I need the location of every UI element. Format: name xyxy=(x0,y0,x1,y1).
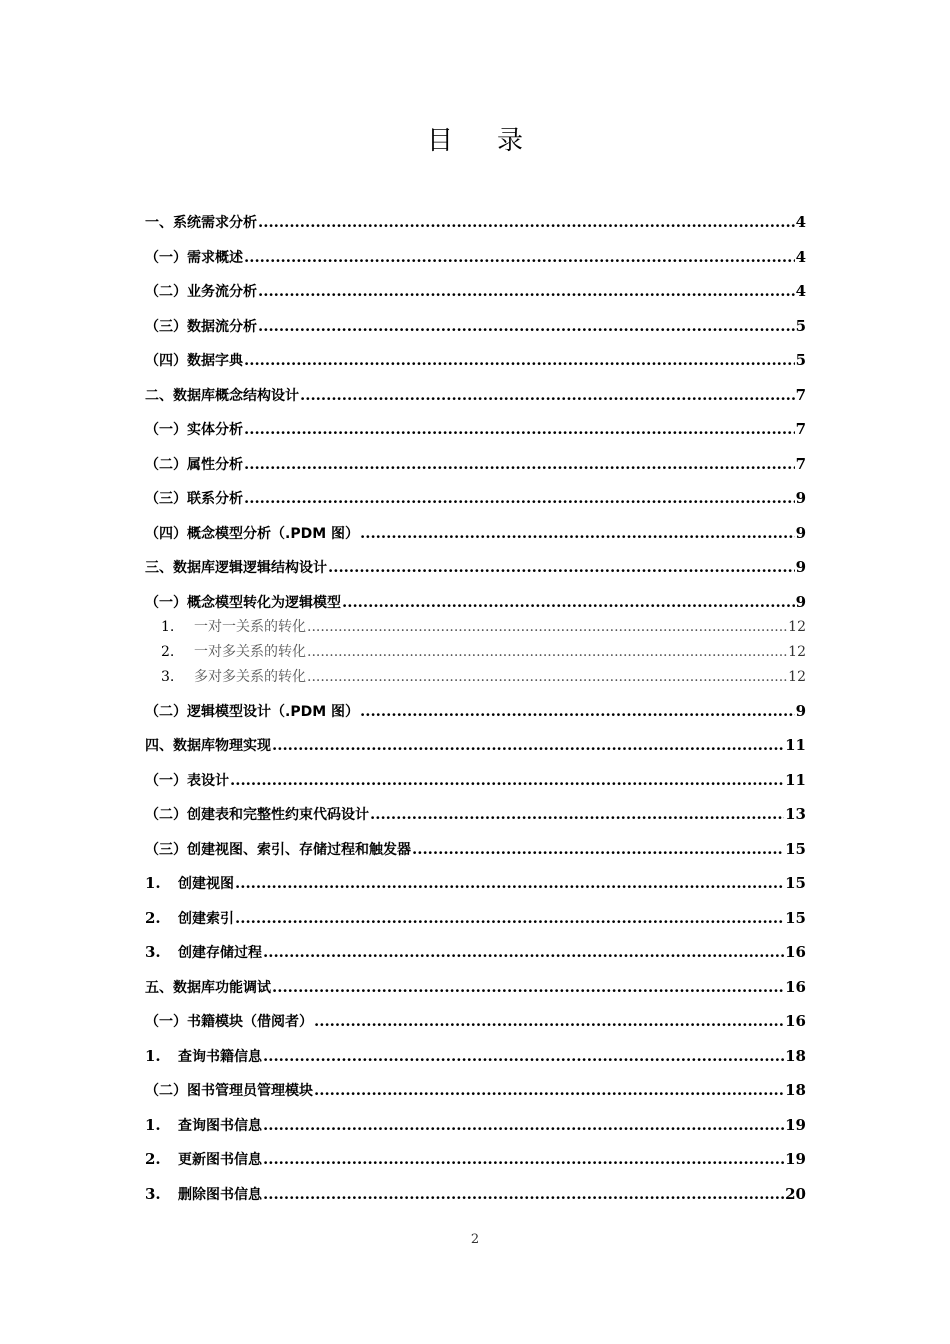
toc-leader-dots xyxy=(263,1182,784,1206)
toc-entry-text: 更新图书信息 xyxy=(178,1152,262,1168)
toc-entry[interactable] xyxy=(145,314,806,338)
toc-entry[interactable] xyxy=(145,210,806,234)
toc-entry-text: 查询图书信息 xyxy=(178,1117,262,1134)
toc-entry[interactable] xyxy=(145,486,806,510)
toc-entry[interactable] xyxy=(145,1182,806,1206)
toc-entry-page: 7 xyxy=(795,454,806,473)
toc-entry-text: （一）概念模型转化为逻辑模型 xyxy=(145,594,341,611)
toc-entry[interactable] xyxy=(145,975,806,999)
toc-title: 目录 xyxy=(426,126,567,156)
toc-leader-dots xyxy=(258,279,795,303)
toc-entry-text: （二）创建表和完整性约束代码设计 xyxy=(145,807,369,823)
toc-subentry[interactable] xyxy=(161,615,806,639)
toc-leader-dots xyxy=(370,802,784,826)
toc-entry-page: 7 xyxy=(795,385,806,404)
toc-leader-dots xyxy=(342,590,795,614)
toc-entry-page: 9 xyxy=(795,701,806,720)
toc-leader-dots xyxy=(272,975,784,999)
toc-entry-page: 9 xyxy=(795,489,806,507)
toc-entry[interactable] xyxy=(145,452,806,476)
toc-entry-page: 9 xyxy=(795,523,806,542)
toc-entry-text: （三）联系分析 xyxy=(145,491,243,507)
toc-entry-number: 1. xyxy=(145,874,161,892)
toc-leader-dots xyxy=(328,555,795,579)
toc-entry-number: 2. xyxy=(161,643,175,660)
toc-entry-text: 一对一关系的转化 xyxy=(194,618,306,635)
toc-entry[interactable] xyxy=(145,906,806,930)
toc-entry-page: 18 xyxy=(785,1081,806,1099)
toc-entry-text: 查询书籍信息 xyxy=(178,1048,262,1065)
toc-entry[interactable] xyxy=(145,1078,806,1102)
toc-leader-dots xyxy=(314,1009,784,1033)
toc-entry-number: 1. xyxy=(145,1046,161,1065)
toc-entry[interactable] xyxy=(145,1147,806,1171)
toc-leader-dots xyxy=(244,452,795,476)
toc-entry[interactable] xyxy=(145,768,806,792)
toc-entry-text: （四）数据字典 xyxy=(145,353,243,369)
toc-entry-number: 3. xyxy=(161,668,175,685)
toc-entry-text: （一）表设计 xyxy=(145,772,229,789)
toc-entry[interactable] xyxy=(145,521,806,545)
toc-leader-dots xyxy=(263,940,784,964)
toc-entry-page: 18 xyxy=(785,1046,806,1065)
toc-entry-page: 13 xyxy=(785,805,806,823)
toc-entry-text: （二）逻辑模型设计（.PDM 图） xyxy=(145,703,360,720)
toc-entry[interactable] xyxy=(145,940,806,964)
toc-leader-dots xyxy=(244,417,795,441)
toc-leader-dots xyxy=(263,1044,784,1068)
toc-entry-text: 删除图书信息 xyxy=(178,1186,262,1203)
toc-entry-page: 12 xyxy=(788,668,806,685)
toc-entry[interactable] xyxy=(145,871,806,895)
toc-entry-text: （二）图书管理员管理模块 xyxy=(145,1083,313,1099)
toc-entry-text: 二、数据库概念结构设计 xyxy=(145,387,299,404)
toc-entry-text: （一）需求概述 xyxy=(145,249,243,266)
toc-entry-text: 三、数据库逻辑逻辑结构设计 xyxy=(145,560,327,576)
toc-entry-page: 16 xyxy=(785,1012,806,1030)
toc-entry-text: （二）业务流分析 xyxy=(145,284,257,300)
toc-entry-number: 2. xyxy=(145,1150,161,1168)
toc-entry-page: 12 xyxy=(788,618,806,635)
toc-subentry[interactable] xyxy=(161,640,806,664)
toc-entry[interactable] xyxy=(145,837,806,861)
toc-entry[interactable] xyxy=(145,802,806,826)
toc-entry-text: 五、数据库功能调试 xyxy=(145,979,271,996)
toc-leader-dots xyxy=(307,615,787,639)
toc-entry[interactable] xyxy=(145,590,806,614)
toc-entry[interactable] xyxy=(145,1009,806,1033)
toc-entry-text: 创建视图 xyxy=(178,876,234,892)
toc-leader-dots xyxy=(300,383,795,407)
toc-leader-dots xyxy=(244,245,795,269)
toc-subentry[interactable] xyxy=(161,665,806,689)
toc-entry[interactable] xyxy=(145,733,806,757)
toc-entry[interactable] xyxy=(145,699,806,723)
toc-entry[interactable] xyxy=(145,417,806,441)
toc-leader-dots xyxy=(307,665,787,689)
toc-leader-dots xyxy=(230,768,784,792)
toc-entry-page: 19 xyxy=(785,1115,806,1134)
toc-entry[interactable] xyxy=(145,245,806,269)
toc-entry-page: 16 xyxy=(785,977,806,996)
toc-entry-number: 2. xyxy=(145,908,161,927)
toc-entry-text: （三）创建视图、索引、存储过程和触发器 xyxy=(145,841,411,858)
toc-entry-page: 16 xyxy=(785,943,806,961)
toc-leader-dots xyxy=(307,640,787,664)
toc-entry-page: 11 xyxy=(785,736,806,754)
toc-entry-page: 4 xyxy=(795,282,806,300)
toc-entry[interactable] xyxy=(145,1113,806,1137)
toc-leader-dots xyxy=(360,521,795,545)
toc-entry-text: 一、系统需求分析 xyxy=(145,215,257,231)
toc-leader-dots xyxy=(244,486,795,510)
toc-entry-page: 12 xyxy=(788,643,806,660)
toc-entry-page: 9 xyxy=(795,592,806,611)
toc-entry-text: （四）概念模型分析（.PDM 图） xyxy=(145,525,360,542)
toc-entry-page: 15 xyxy=(785,839,806,858)
toc-entry[interactable] xyxy=(145,383,806,407)
toc-entry-text: 四、数据库物理实现 xyxy=(145,738,271,754)
toc-entry-number: 3. xyxy=(145,943,161,961)
toc-entry-text: （二）属性分析 xyxy=(145,456,243,473)
toc-entry-text: 多对多关系的转化 xyxy=(194,668,306,685)
toc-entry-page: 7 xyxy=(795,420,806,438)
toc-entry-page: 4 xyxy=(795,247,806,266)
toc-leader-dots xyxy=(258,210,795,234)
toc-entry-text: （三）数据流分析 xyxy=(145,318,257,335)
toc-entry-text: （一）实体分析 xyxy=(145,422,243,438)
toc-entry-page: 5 xyxy=(795,351,806,369)
toc-leader-dots xyxy=(360,699,795,723)
toc-entry[interactable] xyxy=(145,555,806,579)
toc-leader-dots xyxy=(272,733,784,757)
toc-entry-text: 创建索引 xyxy=(178,910,234,927)
toc-entry-number: 1. xyxy=(145,1115,161,1134)
toc-entry[interactable] xyxy=(145,279,806,303)
toc-entry-number: 1. xyxy=(161,618,175,635)
toc-entry-text: 一对多关系的转化 xyxy=(194,643,306,660)
toc-entry-page: 11 xyxy=(785,770,806,789)
toc-entry-page: 5 xyxy=(795,316,806,335)
toc-entry-page: 19 xyxy=(785,1150,806,1168)
toc-leader-dots xyxy=(235,906,784,930)
toc-entry-page: 15 xyxy=(785,908,806,927)
toc-leader-dots xyxy=(263,1147,784,1171)
toc-leader-dots xyxy=(244,348,795,372)
toc-entry-page: 20 xyxy=(785,1184,806,1203)
toc-leader-dots xyxy=(235,871,784,895)
page-number: 2 xyxy=(470,1232,480,1247)
toc-entry[interactable] xyxy=(145,348,806,372)
toc-entry-text: 创建存储过程 xyxy=(178,945,262,961)
toc-entry-text: （一）书籍模块（借阅者） xyxy=(145,1014,313,1030)
toc-entry-number: 3. xyxy=(145,1184,161,1203)
toc-leader-dots xyxy=(314,1078,784,1102)
toc-entry[interactable] xyxy=(145,1044,806,1068)
toc-entry-page: 9 xyxy=(795,558,806,576)
toc-leader-dots xyxy=(412,837,784,861)
toc-leader-dots xyxy=(263,1113,784,1137)
toc-entry-page: 15 xyxy=(785,874,806,892)
toc-leader-dots xyxy=(258,314,795,338)
toc-entry-page: 4 xyxy=(795,213,806,231)
